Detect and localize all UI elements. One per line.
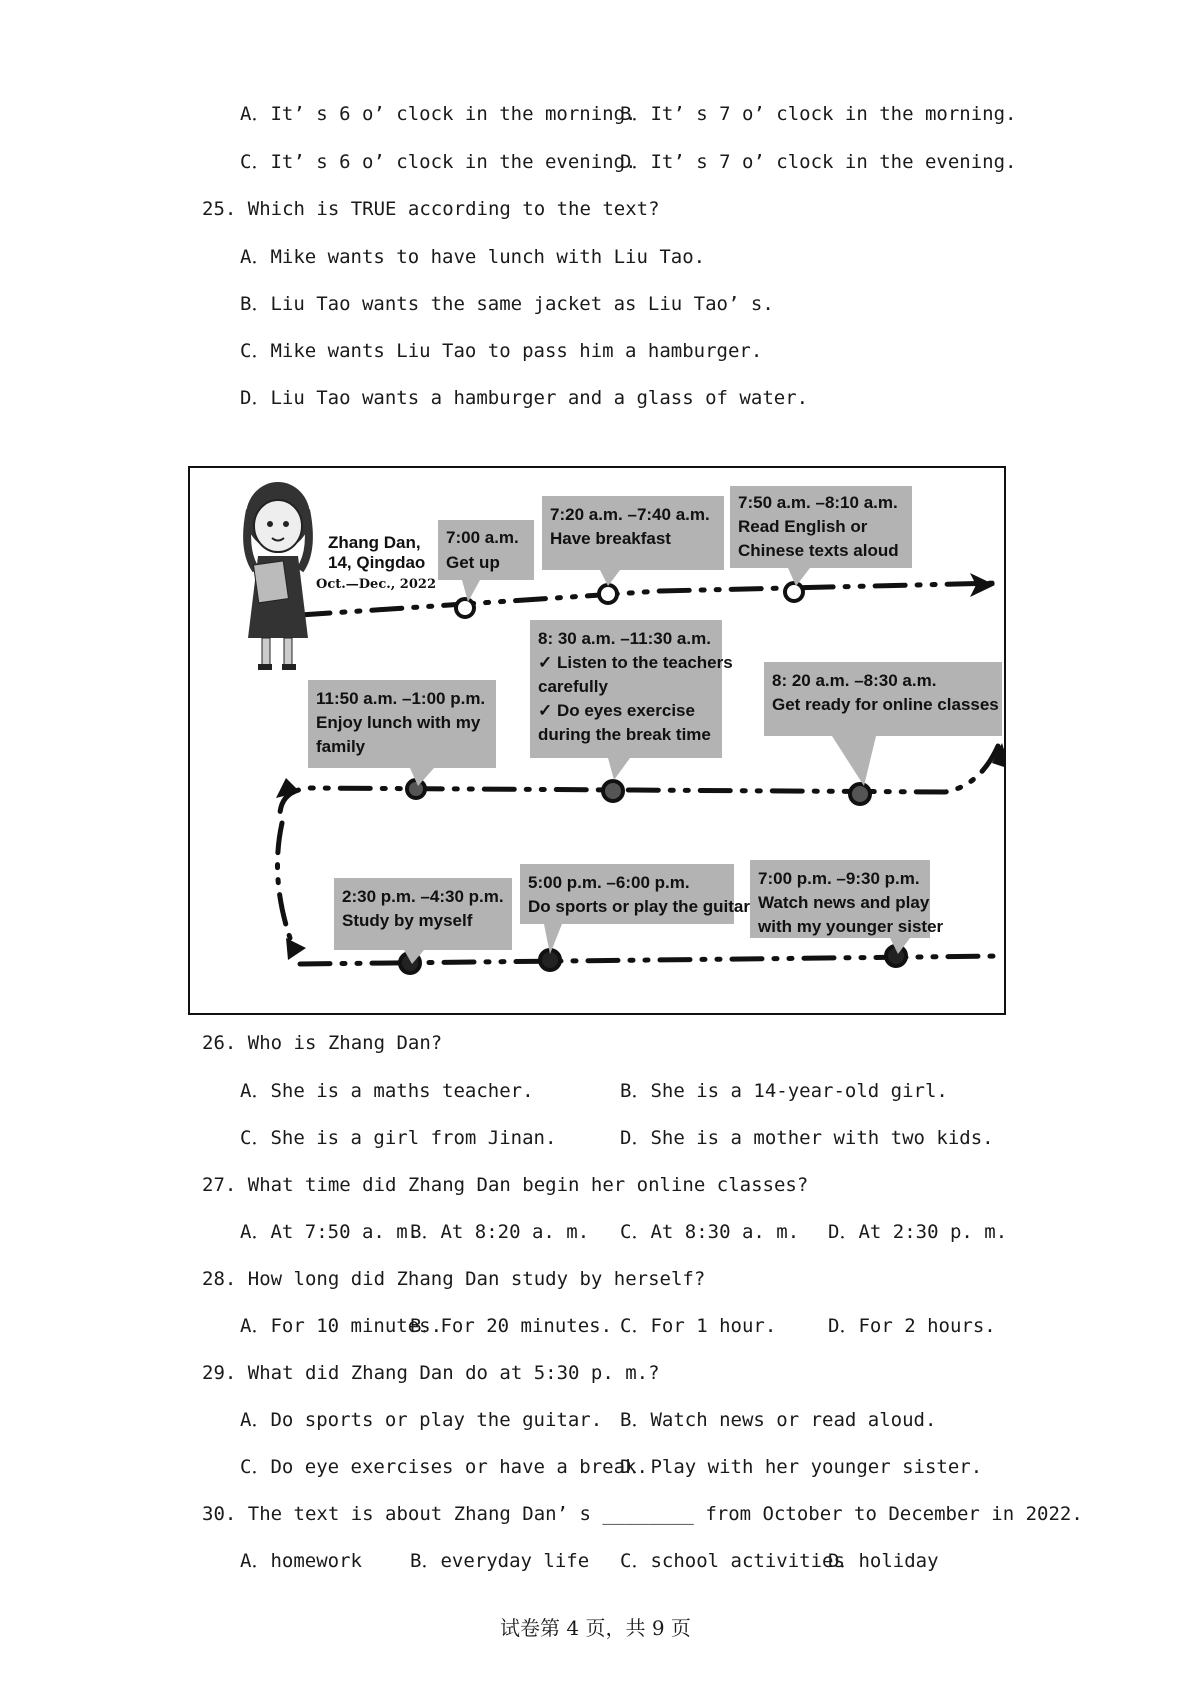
profile-period: Oct.—Dec., 2022 xyxy=(316,577,436,592)
callout-3 xyxy=(530,620,733,780)
callout-4-time: 8: 20 a.m. –8:30 a.m. xyxy=(772,671,937,690)
callout-8-time: 7:00 p.m. –9:30 p.m. xyxy=(758,869,920,888)
callout-3-line-3: during the break time xyxy=(538,725,711,744)
q27-option-d: D．At 2:30 p. m. xyxy=(828,1221,1008,1243)
q30-option-b: B．everyday life xyxy=(410,1550,590,1572)
profile-age-city: 14, Qingdao xyxy=(328,553,426,572)
q27-stem: 27. What time did Zhang Dan begin her online classes? xyxy=(202,1174,809,1196)
callout-1-time: 7:20 a.m. –7:40 a.m. xyxy=(550,505,710,524)
q28-option-d: D．For 2 hours. xyxy=(828,1315,996,1337)
girl-illustration xyxy=(246,482,310,670)
q24-option-d: D．It’ s 7 o’ clock in the evening. xyxy=(620,151,1017,173)
callout-6 xyxy=(334,878,512,964)
callout-7 xyxy=(520,864,750,954)
q27-option-a: A．At 7:50 a. m. xyxy=(240,1221,420,1243)
callout-1 xyxy=(542,496,724,586)
q30-option-c: C．school activities xyxy=(620,1550,845,1572)
callout-0-time: 7:00 a.m. xyxy=(446,528,519,547)
callout-3-time: 8: 30 a.m. –11:30 a.m. xyxy=(538,629,711,648)
q24-option-a: A．It’ s 6 o’ clock in the morning. xyxy=(240,103,637,125)
callout-2-time: 7:50 a.m. –8:10 a.m. xyxy=(738,493,898,512)
callout-8-line-1: with my younger sister xyxy=(758,917,944,936)
callout-2 xyxy=(730,486,912,586)
callout-7-line-0: Do sports or play the guitar xyxy=(528,897,750,916)
schedule-infographic xyxy=(188,466,1006,1015)
callout-3-line-2: ✓ Do eyes exercise xyxy=(538,701,695,720)
callout-5-line-0: Enjoy lunch with my xyxy=(316,713,481,732)
callout-4 xyxy=(764,662,1002,786)
callout-6-line-0: Study by myself xyxy=(342,911,473,930)
q29-option-d: D．Play with her younger sister. xyxy=(620,1456,983,1478)
q25-option-a: A．Mike wants to have lunch with Liu Tao. xyxy=(240,246,706,268)
profile-name: Zhang Dan, xyxy=(328,533,421,552)
callout-5-time: 11:50 a.m. –1:00 p.m. xyxy=(316,689,486,708)
q28-option-b: B．For 20 minutes. xyxy=(410,1315,613,1337)
callout-1-line-0: Have breakfast xyxy=(550,529,671,548)
q25-option-c: C．Mike wants Liu Tao to pass him a hamburger. xyxy=(240,340,763,362)
plane-icon xyxy=(276,778,300,798)
plane-icon xyxy=(286,938,306,960)
q24-option-b: B．It’ s 7 o’ clock in the morning. xyxy=(620,103,1017,125)
q28-option-a: A．For 10 minutes. xyxy=(240,1315,443,1337)
callout-0 xyxy=(438,520,534,602)
callout-0-line-0: Get up xyxy=(446,553,500,572)
q25-option-b: B．Liu Tao wants the same jacket as Liu Tao’ s. xyxy=(240,293,774,315)
q27-option-c: C．At 8:30 a. m. xyxy=(620,1221,800,1243)
q24-option-c: C．It’ s 6 o’ clock in the evening. xyxy=(240,151,637,173)
schedule-illustration xyxy=(190,468,1004,1013)
callout-3-line-1: carefully xyxy=(538,677,608,696)
q26-option-b: B．She is a 14-year-old girl. xyxy=(620,1080,948,1102)
callout-8 xyxy=(750,860,944,954)
q29-stem: 29. What did Zhang Dan do at 5:30 p. m.? xyxy=(202,1362,660,1384)
q28-stem: 28. How long did Zhang Dan study by herself? xyxy=(202,1268,706,1290)
q30-option-a: A．homework xyxy=(240,1550,362,1572)
page-footer: 试卷第 4 页，共 9 页 xyxy=(500,1616,691,1640)
callout-4-line-0: Get ready for online classes xyxy=(772,695,999,714)
q25-option-d: D．Liu Tao wants a hamburger and a glass of water. xyxy=(240,387,809,409)
callout-6-time: 2:30 p.m. –4:30 p.m. xyxy=(342,887,504,906)
q29-option-a: A．Do sports or play the guitar. xyxy=(240,1409,603,1431)
q29-option-b: B．Watch news or read aloud. xyxy=(620,1409,937,1431)
q27-option-b: B．At 8:20 a. m. xyxy=(410,1221,590,1243)
q29-option-c: C．Do eye exercises or have a break. xyxy=(240,1456,648,1478)
q26-option-a: A．She is a maths teacher. xyxy=(240,1080,534,1102)
q30-stem: 30. The text is about Zhang Dan’ s ________ from October to December in 2022. xyxy=(202,1503,1083,1525)
callout-7-time: 5:00 p.m. –6:00 p.m. xyxy=(528,873,690,892)
callout-2-line-0: Read English or xyxy=(738,517,868,536)
callout-2-line-1: Chinese texts aloud xyxy=(738,541,899,560)
q30-option-d: D．holiday xyxy=(828,1550,939,1572)
callout-5-line-1: family xyxy=(316,737,366,756)
q26-option-c: C．She is a girl from Jinan. xyxy=(240,1127,557,1149)
callout-5 xyxy=(308,680,496,786)
q25-stem: 25. Which is TRUE according to the text? xyxy=(202,198,660,220)
q26-stem: 26. Who is Zhang Dan? xyxy=(202,1032,443,1054)
q28-option-c: C．For 1 hour. xyxy=(620,1315,777,1337)
q26-option-d: D．She is a mother with two kids. xyxy=(620,1127,994,1149)
callout-3-line-0: ✓ Listen to the teachers xyxy=(538,653,733,672)
callout-8-line-0: Watch news and play xyxy=(758,893,930,912)
